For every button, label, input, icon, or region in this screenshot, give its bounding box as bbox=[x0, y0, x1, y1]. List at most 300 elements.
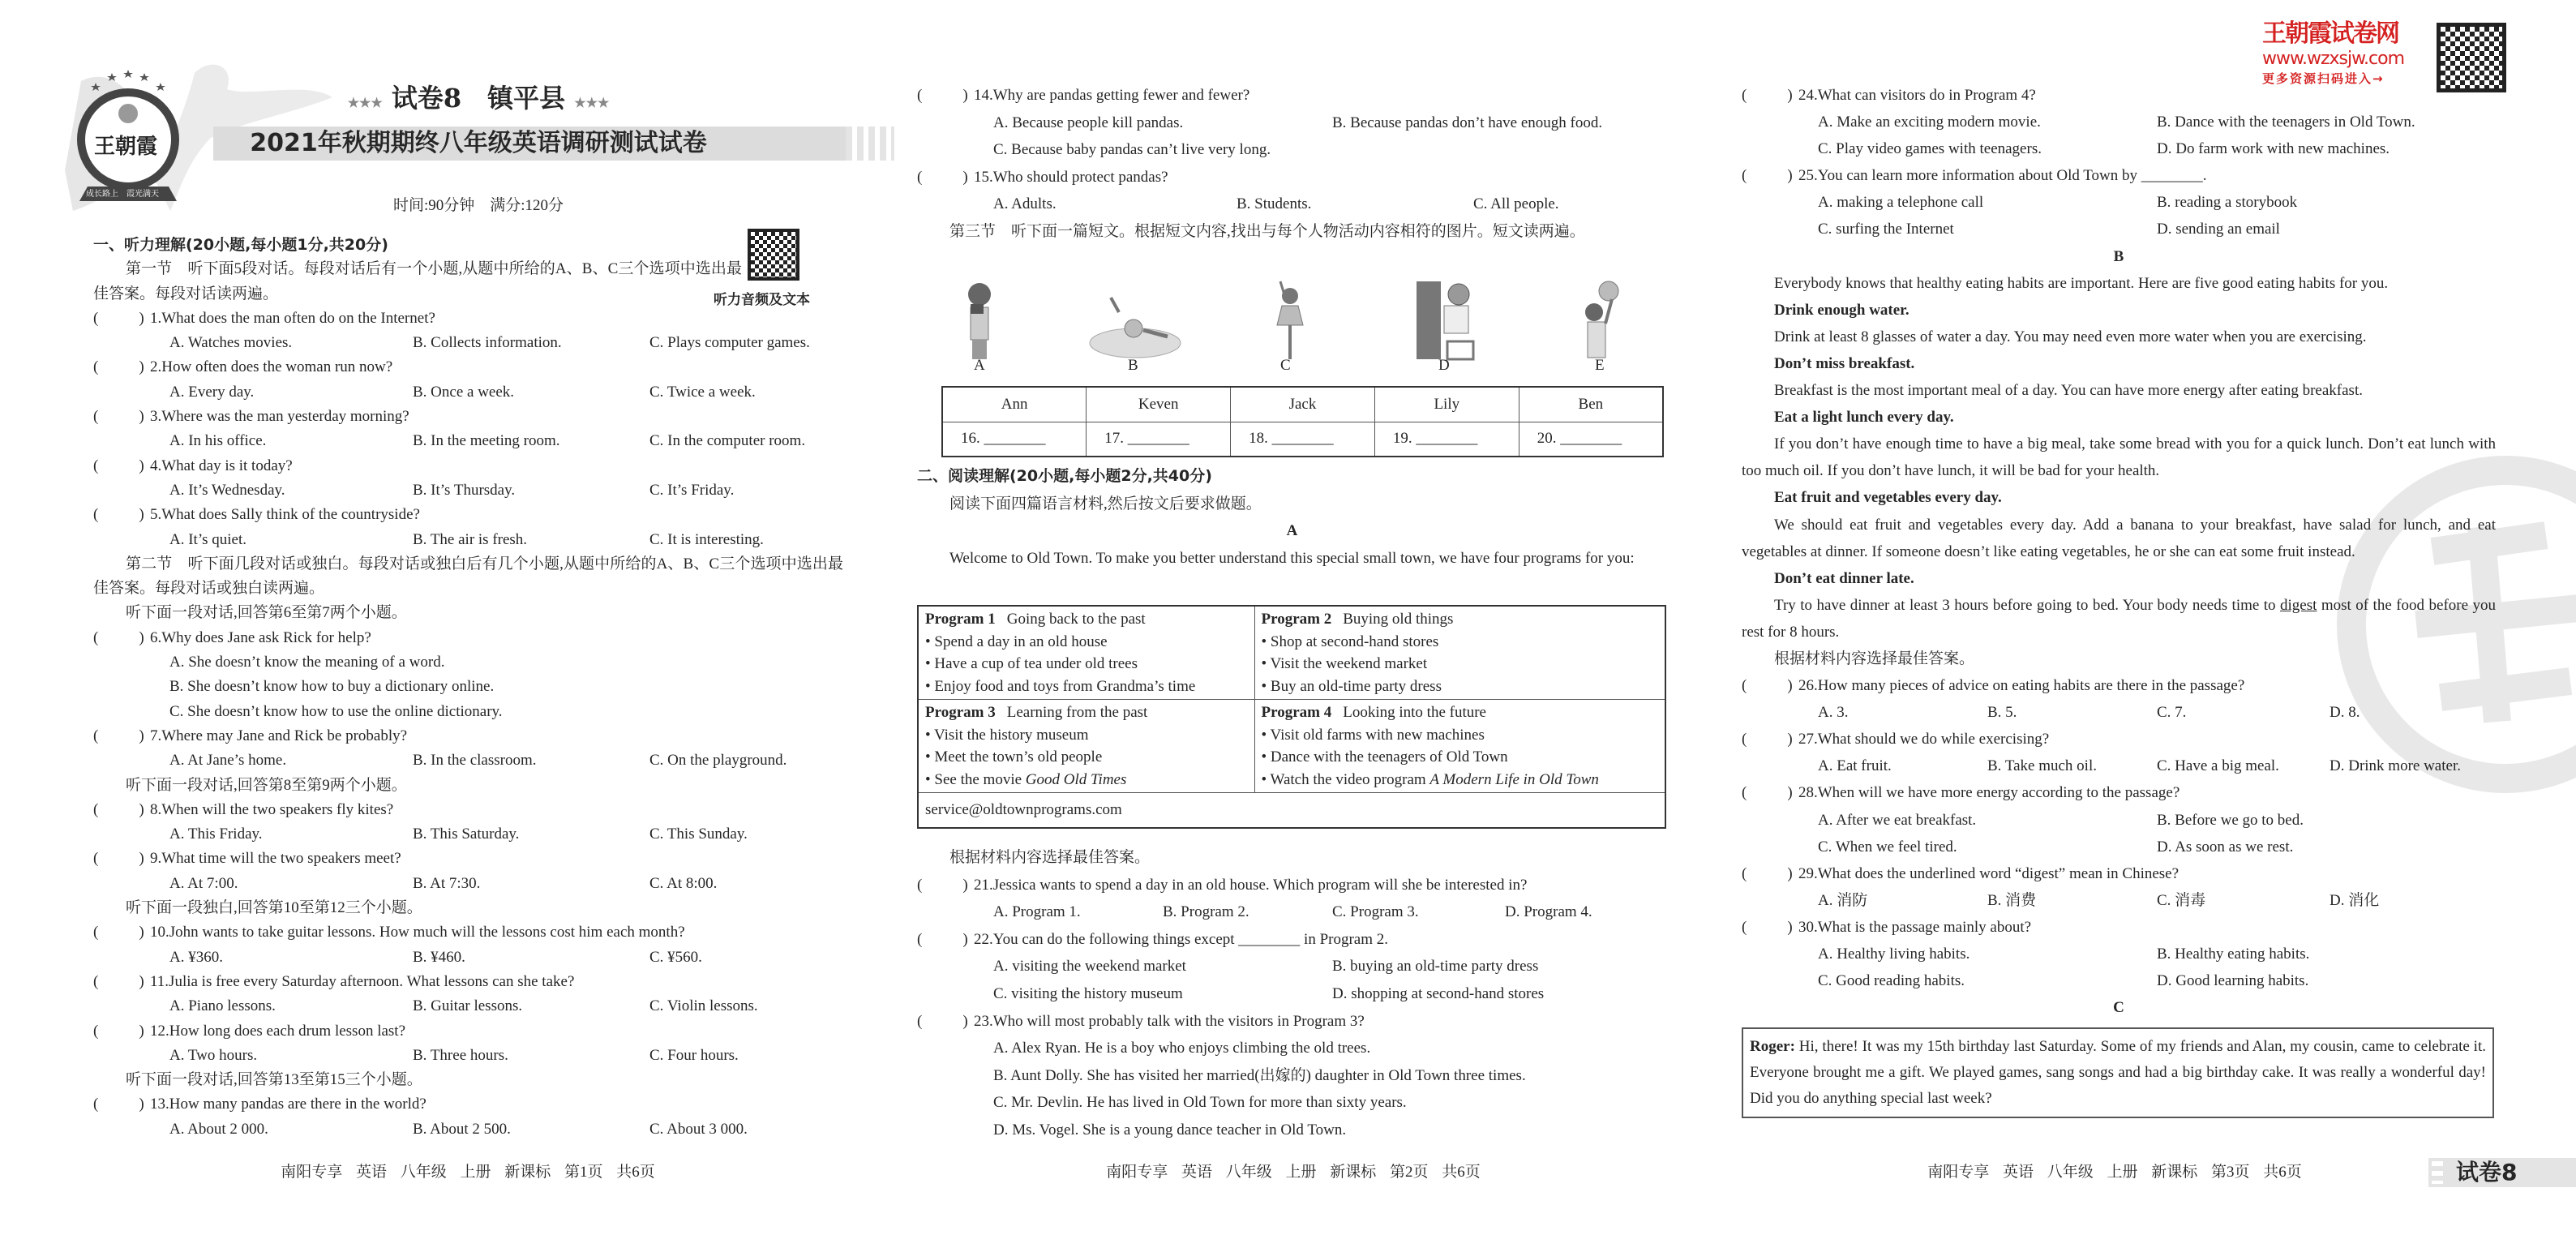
program-heading bbox=[925, 701, 1248, 724]
option-c[interactable]: C. surfing the Internet bbox=[1818, 221, 1954, 238]
option-b[interactable]: B. 消费 bbox=[1987, 891, 2037, 909]
bold-subheading: Drink enough water. bbox=[1774, 301, 1909, 319]
option-a[interactable]: A. 消防 bbox=[1818, 891, 1868, 909]
option-d[interactable]: D. Ms. Vogel. She is a young dance teacher in Old Town. bbox=[993, 1121, 1347, 1139]
site-cta: 更多资源扫码进入→ bbox=[2262, 71, 2385, 86]
question-number: 15. bbox=[974, 168, 993, 186]
program-item-text: • See the movie bbox=[925, 770, 1026, 788]
question-text: John wants to take guitar lessons. How much will the lessons cost him each month? bbox=[169, 924, 685, 941]
option-c[interactable]: C. visiting the history museum bbox=[993, 984, 1183, 1002]
program-item bbox=[1262, 769, 1659, 791]
bracket-open: ( bbox=[1742, 918, 1747, 936]
bracket-close: ) bbox=[139, 850, 144, 868]
program-title: Program 4 bbox=[1261, 704, 1332, 721]
bracket-open: ( bbox=[93, 506, 99, 524]
bracket-open: ( bbox=[93, 727, 99, 744]
question-number: 24. bbox=[1798, 87, 1818, 104]
page-footer: 南阳专享 英语 八年级 上册 新课标 第2页 共6页 bbox=[1106, 1164, 1481, 1181]
paragraph-text: most of the food before you rest for 8 hours. bbox=[1742, 596, 2496, 641]
qr-caption: 听力音频及文本 bbox=[714, 292, 810, 308]
page-footer: 南阳专享 英语 八年级 上册 新课标 第1页 共6页 bbox=[281, 1164, 655, 1181]
question-number: 6. bbox=[150, 628, 162, 646]
option-a[interactable]: A. It’s quiet. bbox=[169, 530, 246, 548]
question bbox=[93, 724, 843, 774]
option-c[interactable]: C. It is interesting. bbox=[649, 530, 764, 548]
name-answer-table bbox=[941, 386, 1664, 457]
option-a[interactable]: A. ¥360. bbox=[169, 948, 223, 966]
option-b[interactable]: B. This Saturday. bbox=[413, 825, 520, 843]
option-b[interactable]: B. Aunt Dolly. She has visited her married(出嫁的) daughter in Old Town three times. bbox=[993, 1066, 1526, 1084]
option-c[interactable]: C. All people. bbox=[1473, 195, 1559, 213]
option-b[interactable]: B. Once a week. bbox=[413, 383, 515, 401]
option-b[interactable]: B. She doesn’t know how to buy a dictionary online. bbox=[169, 678, 495, 696]
question-number: 9. bbox=[150, 850, 162, 868]
option-c[interactable]: C. In the computer room. bbox=[649, 432, 806, 450]
question bbox=[917, 1008, 1667, 1144]
option-b[interactable]: B. Collects information. bbox=[413, 334, 562, 352]
program-item-text: • Enjoy food and toys from Grandma’s time bbox=[925, 677, 1196, 695]
options bbox=[1742, 753, 2496, 779]
option-a[interactable]: A. Alex Ryan. He is a boy who enjoys climbing the old trees. bbox=[993, 1040, 1371, 1057]
answer-blank-cell[interactable]: 16. ________ bbox=[942, 422, 1087, 457]
option-a[interactable]: A. About 2 000. bbox=[169, 1120, 268, 1138]
answer-bracket[interactable] bbox=[93, 503, 150, 527]
instruction-paragraph: We should eat fruit and vegetables every day. Add a banana to your breakfast, have salad for lunch, and eat vegetables at dinner. If someone doesn’t like eating vegetables, he or she can eat some fruit instead. bbox=[1742, 516, 2496, 560]
option-c[interactable]: C. About 3 000. bbox=[649, 1120, 748, 1138]
option-b[interactable]: B. Dance with the teenagers in Old Town. bbox=[2157, 114, 2415, 131]
question-stem bbox=[917, 1008, 1667, 1036]
bracket-close: ) bbox=[1787, 918, 1793, 936]
option-a[interactable]: A. visiting the weekend market bbox=[993, 958, 1186, 976]
question bbox=[93, 920, 843, 970]
option-c[interactable]: C. Plays computer games. bbox=[649, 334, 810, 352]
program-item bbox=[1262, 746, 1659, 769]
option-c[interactable]: C. Because baby pandas can’t live very long. bbox=[993, 141, 1271, 159]
answer-bracket[interactable] bbox=[917, 1008, 974, 1036]
option-c[interactable]: C. It’s Friday. bbox=[649, 481, 735, 499]
option-a[interactable]: A. Watches movies. bbox=[169, 334, 293, 352]
site-logo[interactable] bbox=[2262, 19, 2432, 87]
option-d[interactable]: D. Do farm work with new machines. bbox=[2157, 140, 2390, 158]
exam-title: 2021年秋期期终八年级英语调研测试试卷 bbox=[250, 129, 707, 157]
question-text: Who should protect pandas? bbox=[992, 168, 1168, 186]
options bbox=[1742, 699, 2496, 726]
program-item bbox=[925, 724, 1248, 747]
option-b[interactable]: B. buying an old-time party dress bbox=[1332, 958, 1539, 976]
option-b[interactable]: B. Guitar lessons. bbox=[413, 997, 523, 1015]
option-a[interactable]: A. After we eat breakfast. bbox=[1818, 811, 1977, 829]
bracket-close: ) bbox=[1787, 87, 1793, 104]
program-item bbox=[1262, 631, 1659, 654]
bracket-close: ) bbox=[139, 309, 144, 327]
question bbox=[1742, 726, 2496, 779]
question-stem bbox=[93, 454, 843, 478]
question bbox=[93, 1092, 843, 1142]
program-subtitle: Buying old things bbox=[1343, 611, 1454, 628]
basketball-player-icon bbox=[1581, 280, 1622, 361]
question-stem bbox=[93, 920, 843, 945]
question bbox=[93, 626, 843, 724]
option-a[interactable]: A. Because people kill pandas. bbox=[993, 114, 1184, 131]
answer-bracket[interactable] bbox=[1742, 82, 1798, 109]
question-number: 28. bbox=[1798, 784, 1818, 802]
option-a[interactable]: A. Every day. bbox=[169, 383, 255, 401]
program-title: Program 2 bbox=[1261, 611, 1332, 628]
option-b[interactable]: B. Program 2. bbox=[1163, 903, 1249, 921]
answer-bracket[interactable] bbox=[93, 405, 150, 429]
question-number: 4. bbox=[150, 457, 162, 474]
question-stem bbox=[1742, 82, 2496, 109]
options bbox=[1742, 887, 2496, 914]
option-a[interactable]: A. Make an exciting modern movie. bbox=[1818, 114, 2041, 131]
options bbox=[93, 946, 843, 970]
answer-blank-cell[interactable]: 20. ________ bbox=[1519, 422, 1663, 457]
option-d[interactable]: D. 8. bbox=[2330, 704, 2360, 722]
option-c[interactable]: C. Mr. Devlin. He has lived in Old Town for more than sixty years. bbox=[993, 1094, 1407, 1112]
picture-label: A bbox=[974, 357, 985, 374]
question-stem bbox=[93, 1092, 843, 1117]
option-c[interactable]: C. This Sunday. bbox=[649, 825, 748, 843]
name-cell: Keven bbox=[1087, 387, 1231, 422]
program-item bbox=[925, 769, 1248, 791]
instruction-paragraph: Breakfast is the most important meal of a day. You can have more energy after eating breakfast. bbox=[1774, 382, 2363, 400]
options bbox=[93, 1044, 843, 1068]
question bbox=[93, 970, 843, 1019]
question-stem bbox=[93, 503, 843, 527]
options bbox=[93, 650, 843, 724]
bracket-close: ) bbox=[962, 1012, 968, 1030]
page2-questions bbox=[917, 844, 1667, 1144]
question-number: 26. bbox=[1798, 677, 1818, 695]
bracket-open: ( bbox=[93, 358, 99, 376]
answer-bracket[interactable] bbox=[917, 872, 974, 899]
question-stem bbox=[93, 970, 843, 994]
option-a[interactable]: A. Healthy living habits. bbox=[1818, 946, 1970, 963]
question-text: Why does Jane ask Rick for help? bbox=[161, 628, 371, 646]
question-stem bbox=[93, 626, 843, 650]
option-a[interactable]: A. This Friday. bbox=[169, 825, 263, 843]
answer-bracket[interactable] bbox=[93, 355, 150, 380]
question bbox=[93, 454, 843, 504]
bracket-open: ( bbox=[917, 930, 923, 948]
answer-bracket[interactable] bbox=[93, 798, 150, 822]
answer-bracket[interactable] bbox=[917, 82, 974, 109]
question bbox=[1742, 914, 2496, 994]
bold-subheading: Eat a light lunch every day. bbox=[1774, 409, 1954, 427]
option-b[interactable]: B. The air is fresh. bbox=[413, 530, 528, 548]
picture-label: D bbox=[1438, 357, 1450, 374]
question-number: 2. bbox=[150, 358, 162, 376]
option-b[interactable]: B. It’s Thursday. bbox=[413, 481, 516, 499]
question-stem bbox=[93, 847, 843, 871]
question bbox=[917, 82, 1667, 164]
bracket-close: ) bbox=[1787, 167, 1793, 185]
options bbox=[93, 478, 843, 503]
question-stem bbox=[917, 872, 1667, 899]
question-number: 5. bbox=[150, 506, 162, 524]
option-c[interactable]: C. 7. bbox=[2157, 704, 2187, 722]
option-d[interactable]: D. As soon as we rest. bbox=[2157, 838, 2294, 855]
option-c[interactable]: C. ¥560. bbox=[649, 948, 702, 966]
question-text: Where may Jane and Rick be probably? bbox=[161, 727, 408, 744]
options bbox=[917, 191, 1667, 218]
option-b[interactable]: B. In the meeting room. bbox=[413, 432, 560, 450]
answer-bracket[interactable] bbox=[1742, 779, 1798, 806]
question-text: When will we have more energy according to the passage? bbox=[1817, 784, 2180, 802]
program-item-text: • Dance with the teenagers of Old Town bbox=[1261, 748, 1508, 765]
option-a[interactable]: A. At Jane’s home. bbox=[169, 752, 287, 770]
option-c[interactable]: C. Four hours. bbox=[649, 1046, 739, 1064]
program-cell bbox=[1254, 700, 1665, 793]
program-item-text: • Visit the history museum bbox=[925, 726, 1089, 744]
picture-label: C bbox=[1280, 357, 1291, 374]
bracket-close: ) bbox=[962, 930, 968, 948]
question-number: 11. bbox=[150, 972, 169, 990]
option-c[interactable]: C. 消毒 bbox=[2157, 891, 2206, 909]
option-a[interactable]: A. She doesn’t know the meaning of a word. bbox=[169, 654, 445, 671]
bracket-close: ) bbox=[1787, 677, 1793, 695]
option-c[interactable]: C. She doesn’t know how to use the online dictionary. bbox=[169, 702, 503, 720]
option-c[interactable]: C. Twice a week. bbox=[649, 383, 756, 401]
option-b[interactable]: B. In the classroom. bbox=[413, 752, 537, 770]
option-d[interactable]: D. 消化 bbox=[2330, 891, 2380, 909]
option-c[interactable]: C. Have a big meal. bbox=[2157, 757, 2279, 775]
question bbox=[93, 1019, 843, 1069]
picture-label: E bbox=[1595, 357, 1605, 374]
question bbox=[93, 798, 843, 847]
bracket-open: ( bbox=[93, 924, 99, 941]
options bbox=[917, 1035, 1667, 1143]
question-text: You can learn more information about Old Town by ________. bbox=[1817, 167, 2207, 185]
option-c[interactable]: C. Program 3. bbox=[1332, 903, 1419, 921]
options bbox=[93, 429, 843, 453]
option-c[interactable]: C. When we feel tired. bbox=[1818, 838, 1957, 855]
bracket-close: ) bbox=[139, 972, 144, 990]
name-cell: Ann bbox=[942, 387, 1087, 422]
page2-top bbox=[917, 82, 1667, 246]
answer-bracket[interactable] bbox=[917, 164, 974, 191]
question-number: 10. bbox=[150, 924, 169, 941]
bracket-close: ) bbox=[139, 800, 144, 818]
site-url[interactable]: www.wzxsjw.com bbox=[2262, 49, 2405, 69]
option-b[interactable]: B. Three hours. bbox=[413, 1046, 508, 1064]
question bbox=[1742, 162, 2496, 242]
bracket-close: ) bbox=[139, 1022, 144, 1040]
option-b[interactable]: B. reading a storybook bbox=[2157, 194, 2298, 212]
options bbox=[917, 898, 1667, 926]
question-stem bbox=[93, 1019, 843, 1044]
paragraph-text: Try to have dinner at least 3 hours before going to bed. Your body needs time to bbox=[1774, 596, 2281, 614]
page-footer: 南阳专享 英语 八年级 上册 新课标 第3页 共6页 bbox=[1927, 1164, 2302, 1181]
option-b[interactable]: B. 5. bbox=[1987, 704, 2017, 722]
question-number: 27. bbox=[1798, 731, 1818, 748]
answer-bracket[interactable] bbox=[93, 970, 150, 994]
option-c[interactable]: C. Violin lessons. bbox=[649, 997, 758, 1015]
bracket-close: ) bbox=[139, 506, 144, 524]
answer-bracket[interactable] bbox=[1742, 914, 1798, 941]
answer-bracket[interactable] bbox=[93, 307, 150, 331]
bracket-close: ) bbox=[962, 876, 968, 894]
option-b[interactable]: B. Take much oil. bbox=[1987, 757, 2097, 775]
bracket-open: ( bbox=[917, 876, 923, 894]
option-b[interactable]: B. At 7:30. bbox=[413, 874, 481, 892]
answer-bracket[interactable] bbox=[93, 724, 150, 748]
option-d[interactable]: D. Program 4. bbox=[1505, 903, 1592, 921]
option-a[interactable]: A. Program 1. bbox=[993, 903, 1081, 921]
program-title: Program 1 bbox=[925, 611, 996, 628]
option-b[interactable]: B. About 2 500. bbox=[413, 1120, 511, 1138]
name-cell: Ben bbox=[1519, 387, 1663, 422]
bracket-close: ) bbox=[1787, 864, 1793, 882]
passage-label: C bbox=[2113, 999, 2124, 1017]
program-subtitle: Going back to the past bbox=[1006, 611, 1146, 628]
option-a[interactable]: A. It’s Wednesday. bbox=[169, 481, 285, 499]
answer-bracket[interactable] bbox=[93, 454, 150, 478]
option-a[interactable]: A. Two hours. bbox=[169, 1046, 258, 1064]
answer-bracket[interactable] bbox=[1742, 672, 1798, 699]
band-checker-decoration bbox=[846, 127, 894, 161]
question-text: Why are pandas getting fewer and fewer? bbox=[992, 87, 1250, 104]
question-stem bbox=[917, 82, 1667, 109]
program-item-text: • Watch the video program bbox=[1261, 770, 1430, 788]
options bbox=[93, 822, 843, 847]
program-heading bbox=[925, 608, 1248, 631]
question-stem bbox=[93, 405, 843, 429]
answer-bracket[interactable] bbox=[93, 626, 150, 650]
option-a[interactable]: A. making a telephone call bbox=[1818, 194, 1984, 212]
question-stem bbox=[93, 307, 843, 331]
options bbox=[93, 872, 843, 896]
option-b[interactable]: B. Students. bbox=[1237, 195, 1312, 213]
option-d[interactable]: D. shopping at second-hand stores bbox=[1332, 984, 1545, 1002]
passage-label: B bbox=[2113, 247, 2124, 265]
bracket-open: ( bbox=[93, 972, 99, 990]
question bbox=[93, 355, 843, 405]
instruction-paragraph: 听下面一段对话,回答第13至第15三个小题。 bbox=[126, 1071, 422, 1089]
answer-blank-cell[interactable]: 19. ________ bbox=[1374, 422, 1519, 457]
option-a[interactable]: A. 3. bbox=[1818, 704, 1849, 722]
answer-blank-cell[interactable]: 18. ________ bbox=[1231, 422, 1375, 457]
option-a[interactable]: A. In his office. bbox=[169, 432, 267, 450]
question bbox=[1742, 82, 2496, 162]
question-text: What is the passage mainly about? bbox=[1817, 918, 2032, 936]
program-item bbox=[925, 746, 1248, 769]
paper-title bbox=[324, 78, 632, 115]
bracket-close: ) bbox=[1787, 784, 1793, 802]
options bbox=[93, 1117, 843, 1142]
bracket-close: ) bbox=[139, 1096, 144, 1113]
instruction-paragraph: 听下面一段对话,回答第8至第9两个小题。 bbox=[126, 776, 407, 794]
program-heading bbox=[1262, 608, 1659, 631]
option-c[interactable]: C. Good reading habits. bbox=[1818, 972, 1965, 990]
option-d[interactable]: D. sending an email bbox=[2157, 221, 2280, 238]
answer-bracket[interactable] bbox=[1742, 726, 1798, 753]
answer-bracket[interactable] bbox=[917, 926, 974, 954]
question-number: 1. bbox=[150, 309, 162, 327]
site-name: 王朝霞试卷网 bbox=[2262, 19, 2398, 48]
question-text: How many pieces of advice on eating habits are there in the passage? bbox=[1817, 677, 2245, 695]
program-heading bbox=[1262, 701, 1659, 724]
program-item-text: • Visit old farms with new machines bbox=[1261, 726, 1485, 744]
bracket-close: ) bbox=[962, 168, 968, 186]
picture-label: B bbox=[1128, 357, 1138, 374]
option-a[interactable]: A. Piano lessons. bbox=[169, 997, 276, 1015]
question-stem bbox=[1742, 779, 2496, 806]
question-text: You can do the following things except ________ in Program 2. bbox=[992, 930, 1389, 948]
bracket-open: ( bbox=[93, 800, 99, 818]
answer-bracket[interactable] bbox=[93, 1092, 150, 1117]
option-d[interactable]: D. Drink more water. bbox=[2330, 757, 2461, 775]
program-cell bbox=[918, 700, 1254, 793]
question-stem bbox=[1742, 672, 2496, 699]
question-number: 13. bbox=[150, 1096, 169, 1113]
option-c[interactable]: C. Play video games with teenagers. bbox=[1818, 140, 2042, 158]
page3-column bbox=[1742, 82, 2496, 1118]
option-c[interactable]: C. At 8:00. bbox=[649, 874, 718, 892]
answer-blank-cell[interactable]: 17. ________ bbox=[1087, 422, 1231, 457]
bracket-open: ( bbox=[93, 1096, 99, 1113]
question bbox=[1742, 860, 2496, 914]
question-stem bbox=[1742, 914, 2496, 941]
option-a[interactable]: A. Eat fruit. bbox=[1818, 757, 1892, 775]
badge-text: 试卷8 bbox=[2456, 1159, 2518, 1186]
question bbox=[1742, 672, 2496, 726]
bracket-open: ( bbox=[1742, 167, 1747, 185]
question-stem bbox=[917, 164, 1667, 191]
dialogue-box bbox=[1742, 1027, 2494, 1118]
answer-bracket[interactable] bbox=[93, 847, 150, 871]
question bbox=[93, 847, 843, 896]
options bbox=[1742, 109, 2496, 162]
instruction-paragraph: 阅读下面四篇语言材料,然后按文后要求做题。 bbox=[949, 495, 1262, 512]
swimming-icon bbox=[1087, 296, 1184, 361]
options bbox=[93, 331, 843, 355]
instruction-paragraph: 根据材料内容选择最佳答案。 bbox=[1774, 650, 1975, 667]
question-text: What time will the two speakers meet? bbox=[161, 850, 401, 868]
instruction-paragraph: Everybody knows that healthy eating habits are important. Here are five good eating habits for you. bbox=[1774, 274, 2389, 292]
answer-bracket[interactable] bbox=[93, 1019, 150, 1044]
option-a[interactable]: A. At 7:00. bbox=[169, 874, 238, 892]
bracket-open: ( bbox=[917, 1012, 923, 1030]
option-b[interactable]: B. ¥460. bbox=[413, 948, 465, 966]
question-text: How many pandas are there in the world? bbox=[169, 1096, 426, 1113]
program-item bbox=[925, 675, 1248, 698]
options bbox=[1742, 807, 2496, 860]
bracket-open: ( bbox=[1742, 731, 1747, 748]
option-d[interactable]: D. Good learning habits. bbox=[2157, 972, 2309, 990]
question-text: What should we do while exercising? bbox=[1817, 731, 2050, 748]
option-c[interactable]: C. On the playground. bbox=[649, 752, 787, 770]
question-stem bbox=[1742, 162, 2496, 189]
bold-subheading: Eat fruit and vegetables every day. bbox=[1774, 489, 2002, 507]
program-item-text: • Meet the town’s old people bbox=[925, 748, 1103, 765]
option-b[interactable]: B. Healthy eating habits. bbox=[2157, 946, 2310, 963]
program-item-title: Good Old Times bbox=[1025, 770, 1127, 788]
piano-player-icon bbox=[1415, 280, 1477, 361]
option-b[interactable]: B. Because pandas don’t have enough food. bbox=[1332, 114, 1603, 131]
answer-bracket[interactable] bbox=[1742, 162, 1798, 189]
bracket-open: ( bbox=[93, 628, 99, 646]
logo-badge bbox=[71, 65, 185, 211]
answer-bracket[interactable] bbox=[93, 920, 150, 945]
answer-bracket[interactable] bbox=[1742, 860, 1798, 887]
question-number: 3. bbox=[150, 408, 162, 426]
ballet-dancer-icon bbox=[1269, 278, 1309, 362]
question-text: What can visitors do in Program 4? bbox=[1817, 87, 2036, 104]
section-heading: 一、听力理解(20小题,每小题1分,共20分) bbox=[93, 236, 388, 254]
option-a[interactable]: A. Adults. bbox=[993, 195, 1057, 213]
option-b[interactable]: B. Before we go to bed. bbox=[2157, 811, 2304, 829]
